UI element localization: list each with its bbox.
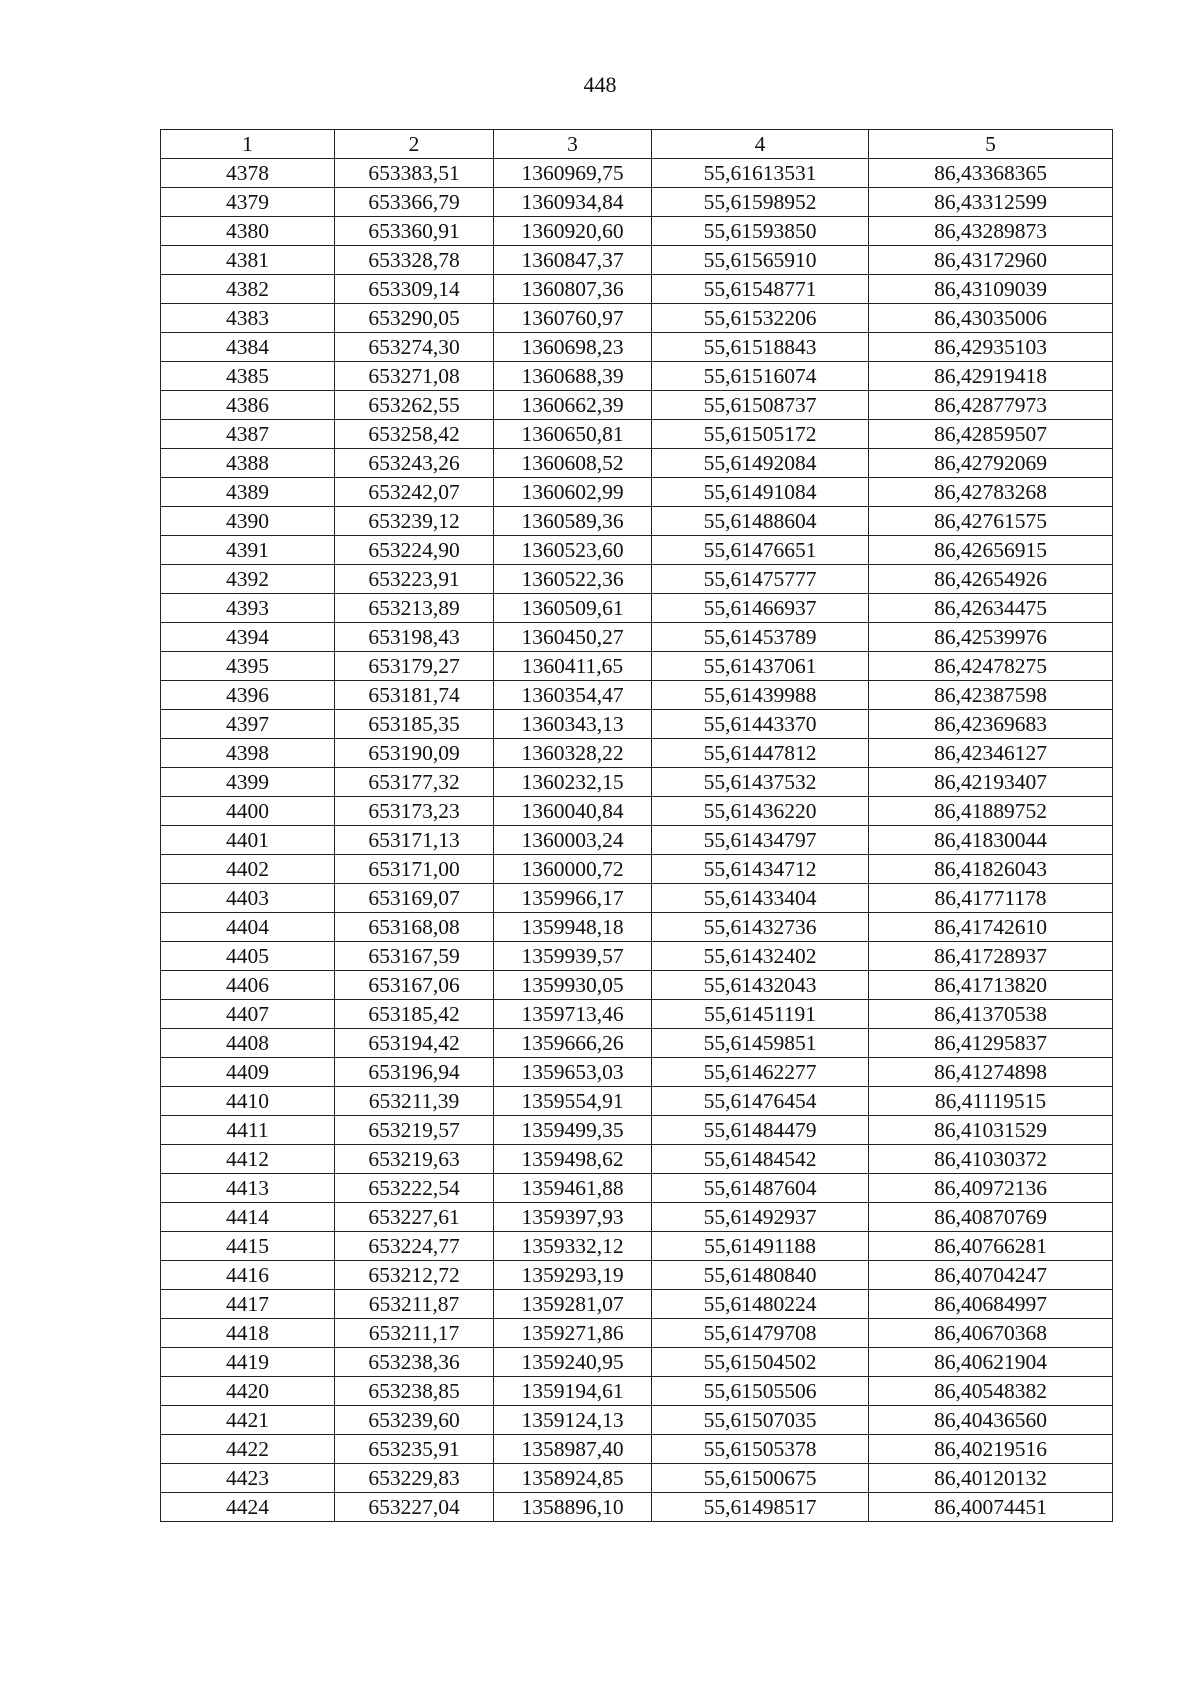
table-cell: 4387 — [161, 420, 335, 449]
table-cell: 55,61480840 — [652, 1261, 869, 1290]
table-cell: 653219,57 — [335, 1116, 494, 1145]
table-cell: 1359332,12 — [494, 1232, 652, 1261]
table-row — [161, 942, 1113, 971]
table-cell: 653242,07 — [335, 478, 494, 507]
table-cell: 55,61516074 — [652, 362, 869, 391]
table-cell: 1360040,84 — [494, 797, 652, 826]
table-cell: 55,61491084 — [652, 478, 869, 507]
table-cell: 86,42654926 — [869, 565, 1113, 594]
table-cell: 55,61507035 — [652, 1406, 869, 1435]
table-cell: 4401 — [161, 826, 335, 855]
table-row — [161, 826, 1113, 855]
table-row — [161, 855, 1113, 884]
table-cell: 653258,42 — [335, 420, 494, 449]
table-cell: 55,61434712 — [652, 855, 869, 884]
table-cell: 55,61492937 — [652, 1203, 869, 1232]
table-row — [161, 1116, 1113, 1145]
table-row — [161, 1290, 1113, 1319]
table-cell: 653212,72 — [335, 1261, 494, 1290]
table-row — [161, 275, 1113, 304]
table-cell: 55,61453789 — [652, 623, 869, 652]
table-cell: 653211,39 — [335, 1087, 494, 1116]
table-cell: 1360760,97 — [494, 304, 652, 333]
table-row — [161, 304, 1113, 333]
table-cell: 4413 — [161, 1174, 335, 1203]
table-cell: 4386 — [161, 391, 335, 420]
table-cell: 55,61532206 — [652, 304, 869, 333]
table-cell: 55,61432736 — [652, 913, 869, 942]
table-cell: 1359281,07 — [494, 1290, 652, 1319]
table-cell: 55,61479708 — [652, 1319, 869, 1348]
table-cell: 55,61437532 — [652, 768, 869, 797]
table-cell: 55,61505172 — [652, 420, 869, 449]
table-cell: 653213,89 — [335, 594, 494, 623]
table-cell: 86,41826043 — [869, 855, 1113, 884]
table-cell: 1359271,86 — [494, 1319, 652, 1348]
table-row — [161, 797, 1113, 826]
table-cell: 86,43368365 — [869, 159, 1113, 188]
table-cell: 4408 — [161, 1029, 335, 1058]
table-cell: 653383,51 — [335, 159, 494, 188]
table-cell: 4418 — [161, 1319, 335, 1348]
table-cell: 86,42193407 — [869, 768, 1113, 797]
table-cell: 4417 — [161, 1290, 335, 1319]
table-cell: 86,41031529 — [869, 1116, 1113, 1145]
coordinates-table — [160, 129, 1113, 1522]
table-cell: 4391 — [161, 536, 335, 565]
table-cell: 4423 — [161, 1464, 335, 1493]
table-row — [161, 913, 1113, 942]
table-cell: 4420 — [161, 1377, 335, 1406]
table-cell: 653177,32 — [335, 768, 494, 797]
table-cell: 653185,42 — [335, 1000, 494, 1029]
table-row — [161, 1464, 1113, 1493]
table-cell: 1359939,57 — [494, 942, 652, 971]
table-cell: 86,42877973 — [869, 391, 1113, 420]
table-cell: 55,61447812 — [652, 739, 869, 768]
table-row — [161, 1319, 1113, 1348]
table-cell: 4381 — [161, 246, 335, 275]
table-row — [161, 333, 1113, 362]
table-cell: 1360589,36 — [494, 507, 652, 536]
table-cell: 1360934,84 — [494, 188, 652, 217]
table-row — [161, 594, 1113, 623]
table-cell: 86,42859507 — [869, 420, 1113, 449]
table-cell: 4421 — [161, 1406, 335, 1435]
table-cell: 86,42792069 — [869, 449, 1113, 478]
table-cell: 1360354,47 — [494, 681, 652, 710]
table-row — [161, 739, 1113, 768]
table-cell: 4424 — [161, 1493, 335, 1522]
table-row — [161, 217, 1113, 246]
table-cell: 55,61434797 — [652, 826, 869, 855]
table-cell: 86,42761575 — [869, 507, 1113, 536]
table-cell: 86,40670368 — [869, 1319, 1113, 1348]
table-cell: 55,61476454 — [652, 1087, 869, 1116]
table-cell: 86,43289873 — [869, 217, 1113, 246]
table-cell: 55,61488604 — [652, 507, 869, 536]
table-row — [161, 1203, 1113, 1232]
table-cell: 4382 — [161, 275, 335, 304]
table-row — [161, 449, 1113, 478]
table-header-row — [161, 130, 1113, 159]
table-cell: 86,43312599 — [869, 188, 1113, 217]
table-cell: 1359240,95 — [494, 1348, 652, 1377]
table-cell: 4395 — [161, 652, 335, 681]
table-cell: 55,61437061 — [652, 652, 869, 681]
table-cell: 653196,94 — [335, 1058, 494, 1087]
table-cell: 4379 — [161, 188, 335, 217]
table-cell: 55,61500675 — [652, 1464, 869, 1493]
table-cell: 1360523,60 — [494, 536, 652, 565]
table-cell: 653223,91 — [335, 565, 494, 594]
table-cell: 1359461,88 — [494, 1174, 652, 1203]
table-cell: 86,41119515 — [869, 1087, 1113, 1116]
table-cell: 86,40972136 — [869, 1174, 1113, 1203]
table-cell: 86,42369683 — [869, 710, 1113, 739]
table-cell: 1359653,03 — [494, 1058, 652, 1087]
table-cell: 1360232,15 — [494, 768, 652, 797]
table-row — [161, 420, 1113, 449]
table-row — [161, 884, 1113, 913]
table-cell: 55,61476651 — [652, 536, 869, 565]
table-cell: 55,61466937 — [652, 594, 869, 623]
table-cell: 653271,08 — [335, 362, 494, 391]
table-cell: 4385 — [161, 362, 335, 391]
table-cell: 1359948,18 — [494, 913, 652, 942]
table-cell: 86,43035006 — [869, 304, 1113, 333]
table-cell: 86,41830044 — [869, 826, 1113, 855]
table-cell: 4406 — [161, 971, 335, 1000]
table-cell: 1360411,65 — [494, 652, 652, 681]
table-cell: 1359554,91 — [494, 1087, 652, 1116]
table-cell: 55,61475777 — [652, 565, 869, 594]
table-cell: 653224,90 — [335, 536, 494, 565]
table-cell: 653227,04 — [335, 1493, 494, 1522]
table-cell: 1359293,19 — [494, 1261, 652, 1290]
table-cell: 4392 — [161, 565, 335, 594]
table-cell: 653235,91 — [335, 1435, 494, 1464]
table-cell: 55,61436220 — [652, 797, 869, 826]
table-cell: 86,40766281 — [869, 1232, 1113, 1261]
table-cell: 4409 — [161, 1058, 335, 1087]
table-cell: 1360003,24 — [494, 826, 652, 855]
table-cell: 653198,43 — [335, 623, 494, 652]
table-cell: 653243,26 — [335, 449, 494, 478]
table-cell: 1359194,61 — [494, 1377, 652, 1406]
table-cell: 4410 — [161, 1087, 335, 1116]
table-cell: 86,40684997 — [869, 1290, 1113, 1319]
table-cell: 4399 — [161, 768, 335, 797]
table-cell: 653238,85 — [335, 1377, 494, 1406]
table-cell: 653169,07 — [335, 884, 494, 913]
table-cell: 4393 — [161, 594, 335, 623]
table-cell: 4380 — [161, 217, 335, 246]
table-row — [161, 478, 1113, 507]
table-cell: 55,61439988 — [652, 681, 869, 710]
table-cell: 55,61505378 — [652, 1435, 869, 1464]
table-cell: 1359499,35 — [494, 1116, 652, 1145]
table-cell: 86,43109039 — [869, 275, 1113, 304]
table-cell: 1359498,62 — [494, 1145, 652, 1174]
table-cell: 1359713,46 — [494, 1000, 652, 1029]
table-cell: 4383 — [161, 304, 335, 333]
table-cell: 653239,60 — [335, 1406, 494, 1435]
table-row — [161, 681, 1113, 710]
table-cell: 1360920,60 — [494, 217, 652, 246]
table-cell: 86,40436560 — [869, 1406, 1113, 1435]
column-header: 2 — [335, 130, 494, 159]
table-cell: 1359930,05 — [494, 971, 652, 1000]
table-cell: 1359124,13 — [494, 1406, 652, 1435]
table-cell: 86,41742610 — [869, 913, 1113, 942]
table-cell: 55,61613531 — [652, 159, 869, 188]
table-cell: 653181,74 — [335, 681, 494, 710]
table-cell: 55,61492084 — [652, 449, 869, 478]
table-cell: 1360328,22 — [494, 739, 652, 768]
table-cell: 653224,77 — [335, 1232, 494, 1261]
table-cell: 653262,55 — [335, 391, 494, 420]
table-cell: 1359666,26 — [494, 1029, 652, 1058]
table-cell: 1358924,85 — [494, 1464, 652, 1493]
table-cell: 86,40120132 — [869, 1464, 1113, 1493]
table-cell: 86,42656915 — [869, 536, 1113, 565]
table-cell: 653211,17 — [335, 1319, 494, 1348]
table-cell: 86,41295837 — [869, 1029, 1113, 1058]
table-cell: 653229,83 — [335, 1464, 494, 1493]
table-cell: 4405 — [161, 942, 335, 971]
table-row — [161, 1000, 1113, 1029]
table-cell: 4390 — [161, 507, 335, 536]
table-cell: 86,42387598 — [869, 681, 1113, 710]
table-cell: 86,41728937 — [869, 942, 1113, 971]
table-cell: 55,61504502 — [652, 1348, 869, 1377]
table-cell: 653185,35 — [335, 710, 494, 739]
table-cell: 4416 — [161, 1261, 335, 1290]
table-cell: 4384 — [161, 333, 335, 362]
page-number: 448 — [583, 72, 617, 97]
table-cell: 1360343,13 — [494, 710, 652, 739]
table-cell: 653290,05 — [335, 304, 494, 333]
table-cell: 86,42935103 — [869, 333, 1113, 362]
table-cell: 1358987,40 — [494, 1435, 652, 1464]
table-cell: 86,42634475 — [869, 594, 1113, 623]
table-cell: 653360,91 — [335, 217, 494, 246]
table-cell: 4403 — [161, 884, 335, 913]
table-row — [161, 971, 1113, 1000]
table-cell: 653171,00 — [335, 855, 494, 884]
table-cell: 4419 — [161, 1348, 335, 1377]
table-cell: 55,61548771 — [652, 275, 869, 304]
table-cell: 86,41771178 — [869, 884, 1113, 913]
table-cell: 55,61593850 — [652, 217, 869, 246]
table-cell: 653274,30 — [335, 333, 494, 362]
table-cell: 1360662,39 — [494, 391, 652, 420]
table-row — [161, 1058, 1113, 1087]
table-cell: 1359966,17 — [494, 884, 652, 913]
table-row — [161, 536, 1113, 565]
table-cell: 1360807,36 — [494, 275, 652, 304]
table-row — [161, 1029, 1113, 1058]
table-row — [161, 507, 1113, 536]
table-cell: 55,61487604 — [652, 1174, 869, 1203]
table-cell: 653173,23 — [335, 797, 494, 826]
table-cell: 86,41889752 — [869, 797, 1113, 826]
table-row — [161, 1087, 1113, 1116]
table-cell: 86,41030372 — [869, 1145, 1113, 1174]
table-cell: 4411 — [161, 1116, 335, 1145]
table-cell: 86,42346127 — [869, 739, 1113, 768]
table-cell: 55,61565910 — [652, 246, 869, 275]
table-row — [161, 652, 1113, 681]
table-cell: 4389 — [161, 478, 335, 507]
table-cell: 55,61451191 — [652, 1000, 869, 1029]
table-cell: 653219,63 — [335, 1145, 494, 1174]
table-row — [161, 623, 1113, 652]
table-cell: 1360602,99 — [494, 478, 652, 507]
table-row — [161, 1493, 1113, 1522]
table-cell: 4415 — [161, 1232, 335, 1261]
table-cell: 86,40074451 — [869, 1493, 1113, 1522]
table-cell: 55,61498517 — [652, 1493, 869, 1522]
table-row — [161, 565, 1113, 594]
table-cell: 55,61459851 — [652, 1029, 869, 1058]
table-cell: 55,61432402 — [652, 942, 869, 971]
table-cell: 653194,42 — [335, 1029, 494, 1058]
table-row — [161, 1377, 1113, 1406]
table-cell: 653179,27 — [335, 652, 494, 681]
table-row — [161, 1348, 1113, 1377]
table-row — [161, 188, 1113, 217]
table-cell: 653168,08 — [335, 913, 494, 942]
column-header: 1 — [161, 130, 335, 159]
table-cell: 4400 — [161, 797, 335, 826]
table-cell: 86,40870769 — [869, 1203, 1113, 1232]
table-cell: 653171,13 — [335, 826, 494, 855]
table-cell: 86,41274898 — [869, 1058, 1113, 1087]
table-cell: 4407 — [161, 1000, 335, 1029]
table-cell: 86,43172960 — [869, 246, 1113, 275]
table-cell: 86,42783268 — [869, 478, 1113, 507]
table-cell: 86,41370538 — [869, 1000, 1113, 1029]
table-cell: 653167,59 — [335, 942, 494, 971]
table-cell: 1360688,39 — [494, 362, 652, 391]
table-row — [161, 1145, 1113, 1174]
table-cell: 1360450,27 — [494, 623, 652, 652]
table-row — [161, 1174, 1113, 1203]
table-cell: 1358896,10 — [494, 1493, 652, 1522]
table-cell: 4402 — [161, 855, 335, 884]
table-cell: 86,40704247 — [869, 1261, 1113, 1290]
table-cell: 653222,54 — [335, 1174, 494, 1203]
table-cell: 55,61484542 — [652, 1145, 869, 1174]
table-cell: 55,61505506 — [652, 1377, 869, 1406]
table-cell: 86,42539976 — [869, 623, 1113, 652]
table-cell: 55,61491188 — [652, 1232, 869, 1261]
table-cell: 86,41713820 — [869, 971, 1113, 1000]
table-cell: 4394 — [161, 623, 335, 652]
table-cell: 1360650,81 — [494, 420, 652, 449]
table-row — [161, 1261, 1113, 1290]
table-cell: 86,40548382 — [869, 1377, 1113, 1406]
table-row — [161, 1406, 1113, 1435]
table-cell: 55,61433404 — [652, 884, 869, 913]
table-cell: 4397 — [161, 710, 335, 739]
table-cell: 653167,06 — [335, 971, 494, 1000]
table-cell: 653211,87 — [335, 1290, 494, 1319]
table-cell: 55,61462277 — [652, 1058, 869, 1087]
table-cell: 4398 — [161, 739, 335, 768]
table-row — [161, 768, 1113, 797]
table-cell: 86,42919418 — [869, 362, 1113, 391]
column-header: 5 — [869, 130, 1113, 159]
table-row — [161, 246, 1113, 275]
table-cell: 4388 — [161, 449, 335, 478]
table-cell: 55,61508737 — [652, 391, 869, 420]
table-cell: 4414 — [161, 1203, 335, 1232]
table-cell: 653190,09 — [335, 739, 494, 768]
table-cell: 653366,79 — [335, 188, 494, 217]
table-cell: 653328,78 — [335, 246, 494, 275]
table-cell: 653227,61 — [335, 1203, 494, 1232]
table-row — [161, 391, 1113, 420]
table-cell: 86,40219516 — [869, 1435, 1113, 1464]
table-row — [161, 1435, 1113, 1464]
table-cell: 86,42478275 — [869, 652, 1113, 681]
table-cell: 55,61598952 — [652, 188, 869, 217]
table-row — [161, 159, 1113, 188]
table-cell: 86,40621904 — [869, 1348, 1113, 1377]
table-row — [161, 362, 1113, 391]
table-cell: 1360698,23 — [494, 333, 652, 362]
table-cell: 4422 — [161, 1435, 335, 1464]
table-cell: 1360522,36 — [494, 565, 652, 594]
column-header: 4 — [652, 130, 869, 159]
table-cell: 1360608,52 — [494, 449, 652, 478]
table-cell: 55,61518843 — [652, 333, 869, 362]
table-cell: 55,61432043 — [652, 971, 869, 1000]
table-cell: 1360509,61 — [494, 594, 652, 623]
table-cell: 55,61484479 — [652, 1116, 869, 1145]
table-cell: 4396 — [161, 681, 335, 710]
table-cell: 55,61443370 — [652, 710, 869, 739]
table-cell: 1359397,93 — [494, 1203, 652, 1232]
table-cell: 1360969,75 — [494, 159, 652, 188]
table-cell: 4404 — [161, 913, 335, 942]
column-header: 3 — [494, 130, 652, 159]
table-cell: 653239,12 — [335, 507, 494, 536]
table-row — [161, 1232, 1113, 1261]
table-row — [161, 710, 1113, 739]
table-cell: 653238,36 — [335, 1348, 494, 1377]
table-cell: 4378 — [161, 159, 335, 188]
table-cell: 1360847,37 — [494, 246, 652, 275]
table-cell: 1360000,72 — [494, 855, 652, 884]
table-body — [161, 159, 1113, 1522]
table-cell: 653309,14 — [335, 275, 494, 304]
table-cell: 55,61480224 — [652, 1290, 869, 1319]
table-cell: 4412 — [161, 1145, 335, 1174]
